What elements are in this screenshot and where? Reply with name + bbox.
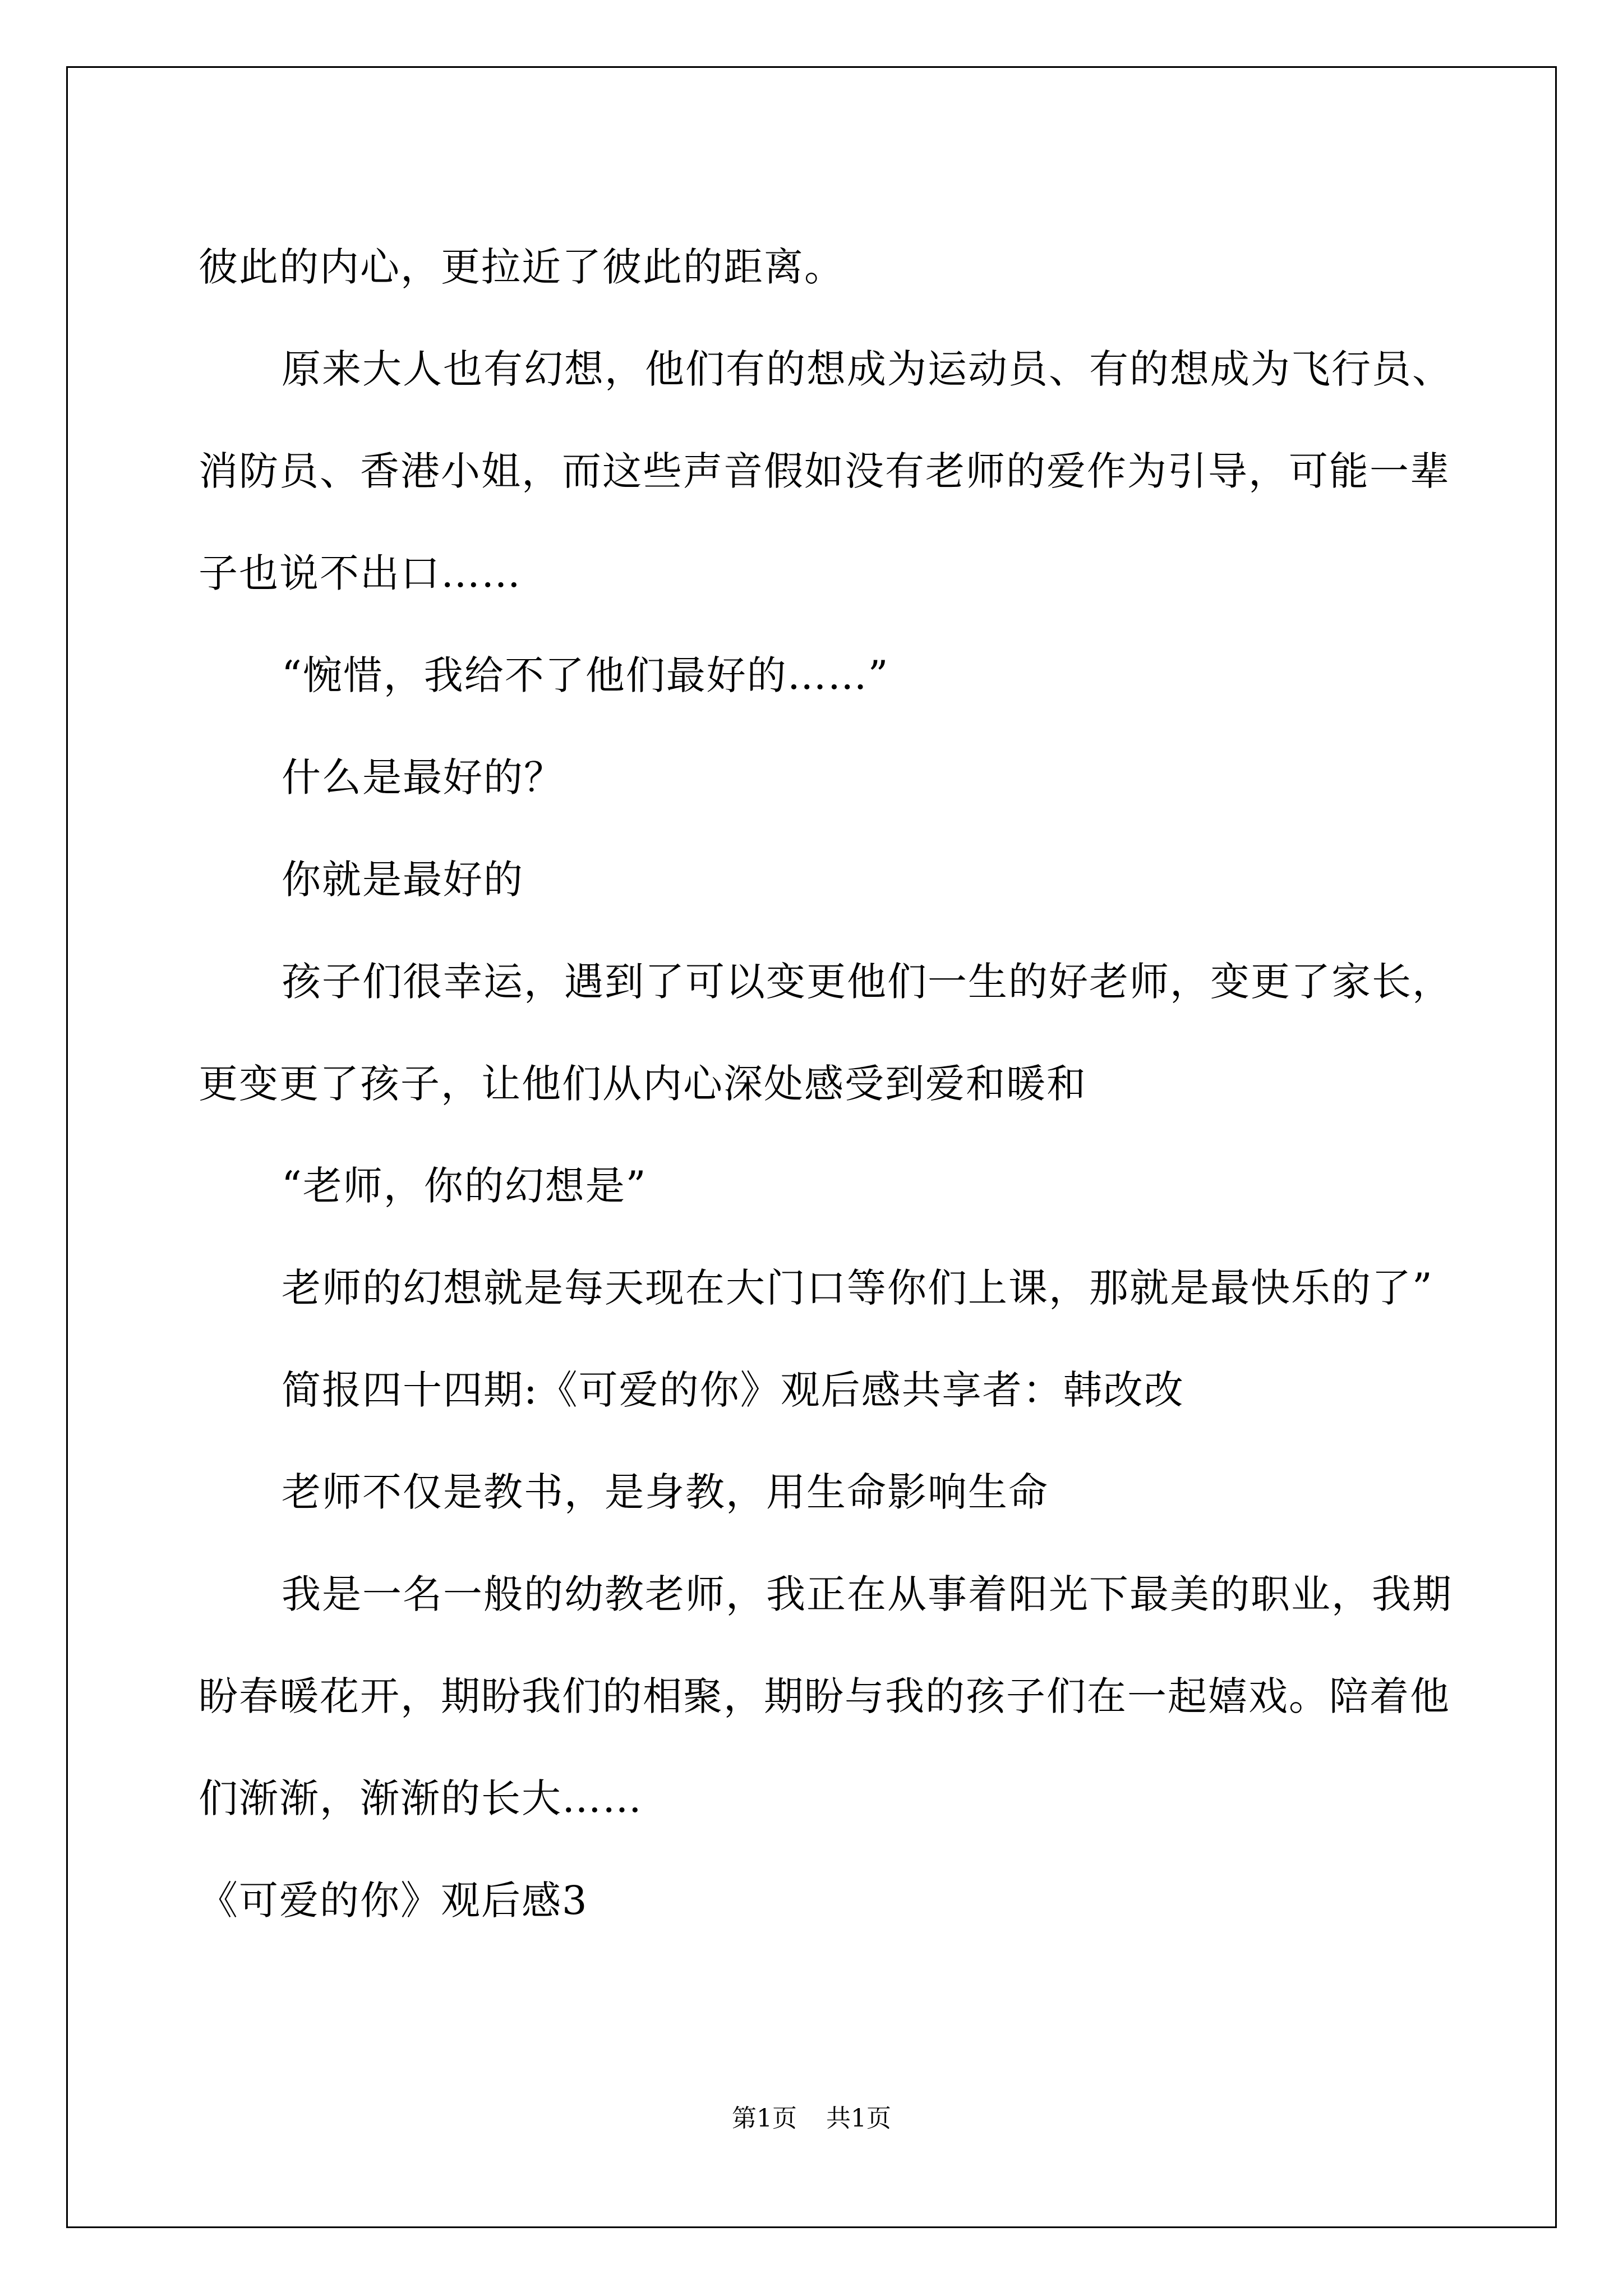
page-footer <box>0 2098 1623 2134</box>
paragraph-2: 原来大人也有幻想，他们有的想成为运动员、有的想成为飞行员、消防员、香港小姐，而这些声音假如没有老师的爱作为引导，可能一辈子也说不出口…… <box>199 346 1453 596</box>
paragraph-9: 简报四十四期:《可爱的你》观后感共享者：韩改改 <box>282 1367 1184 1413</box>
paragraph-6: 孩子们很幸运，遇到了可以变更他们一生的好老师，变更了家长，更变更了孩子，让他们从内心深处感受到爱和暖和 <box>199 959 1453 1107</box>
section-heading: 《可爱的你》观后感3 <box>199 1878 588 1924</box>
paragraph-5: 你就是最好的 <box>282 857 524 903</box>
paragraph-4: 什么是最好的？ <box>282 754 564 800</box>
page-number: 第1页 <box>732 2104 797 2133</box>
paragraph-1: 彼此的内心，更拉近了彼此的距离。 <box>199 244 845 290</box>
paragraph-11: 我是一名一般的幼教老师，我正在从事着阳光下最美的职业，我期盼春暖花开，期盼我们的相聚，期盼与我的孩子们在一起嬉戏。陪着他们渐渐，渐渐的长大…… <box>199 1571 1453 1821</box>
paragraph-8: 老师的幻想就是每天现在大门口等你们上课，那就是最快乐的了” <box>282 1265 1433 1311</box>
document-body <box>199 216 1455 1952</box>
paragraph-3: “惋惜，我给不了他们最好的……” <box>282 652 889 698</box>
paragraph-10: 老师不仅是教书，是身教，用生命影响生命 <box>282 1469 1049 1515</box>
paragraph-7: “老师，你的幻想是” <box>282 1163 647 1209</box>
page-total: 共1页 <box>826 2104 891 2133</box>
